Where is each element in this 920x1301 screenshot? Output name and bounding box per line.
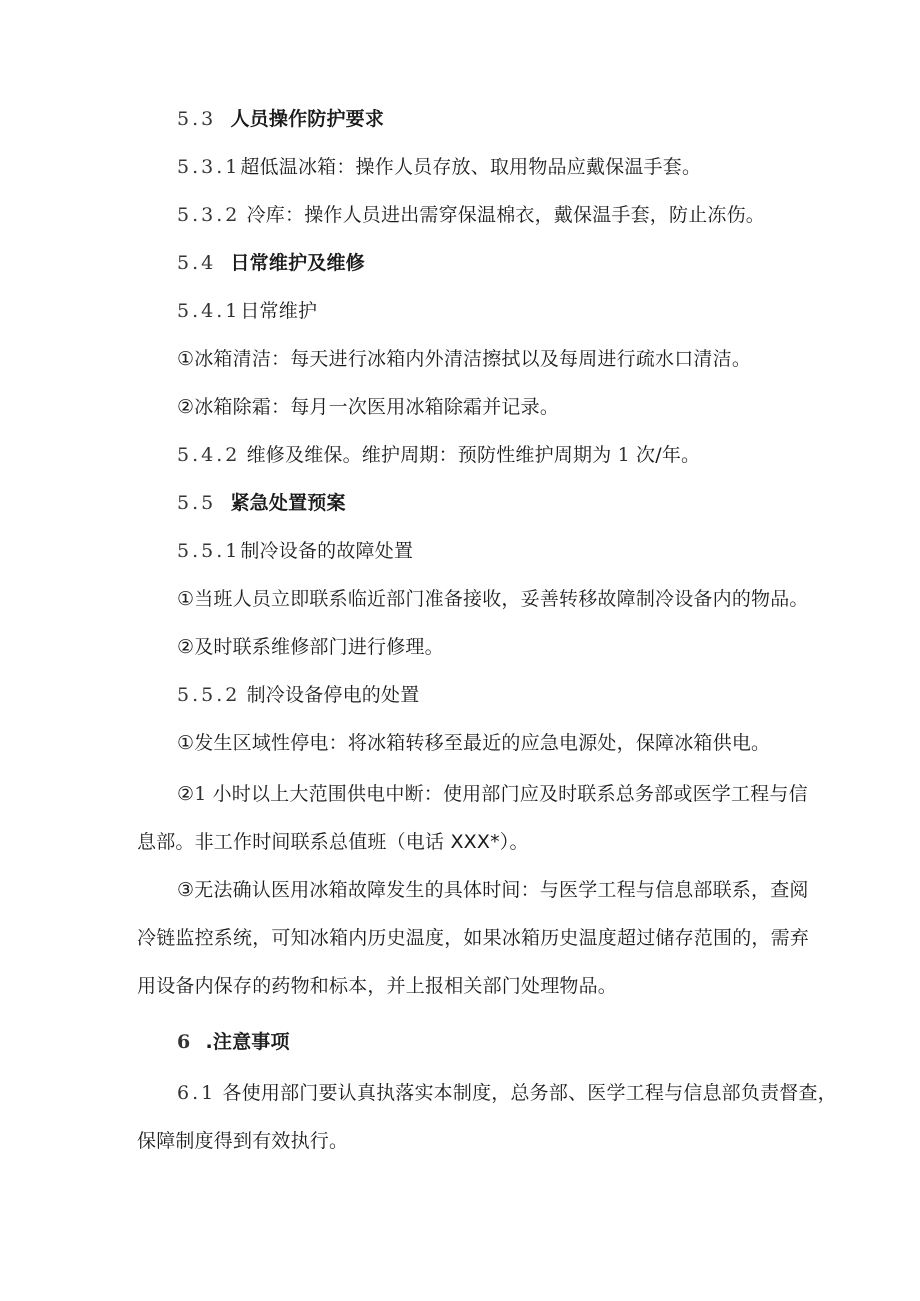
maintenance-unit: 次/年。 [636,444,701,466]
paragraph-text: 制冷设备停电的处置 [246,684,420,706]
list-item-fault-time-line2: 冷链监控系统，可知冰箱内历史温度，如果冰箱历史温度超过储存范围的，需弃 [137,927,810,949]
paragraph-6-1-line1 [177,1081,837,1105]
paragraph-text: 小时以上大范围供电中断：使用部门应及时联系总务部或医学工程与信 [212,783,808,805]
list-item-fault-transfer: ①当班人员立即联系临近部门准备接收，妥善转移故障制冷设备内的物品。 [177,588,809,610]
section-title: 日常维护及维修 [230,252,365,274]
section-title: 紧急处置预案 [230,492,346,514]
section-number: 5.3 [177,108,217,130]
paragraph-text: 各使用部门要认真执落实本制度，总务部、医学工程与信息部负责督查， [222,1082,837,1104]
list-item-fault-time-line3: 用设备内保存的药物和标本，并上报相关部门处理物品。 [137,975,618,997]
paragraph-6-1-line2: 保障制度得到有效执行。 [137,1130,349,1152]
paragraph-text: 超低温冰箱：操作人员存放、取用物品应戴保温手套。 [240,156,702,178]
list-item-fridge-cleaning: ①冰箱清洁：每天进行冰箱内外清洁擦拭以及每周进行疏水口清洁。 [177,348,752,370]
paragraph-text: 冷库：操作人员进出需穿保温棉衣，戴保温手套，防止冻伤。 [246,204,766,226]
section-number: 6.1 [177,1082,217,1104]
list-item-fault-time-line1: ③无法确认医用冰箱故障发生的具体时间：与医学工程与信息部联系，查阅 [177,879,809,901]
section-title: .注意事项 [205,1031,290,1053]
outage-hours: 1 [194,783,207,805]
section-number: 5.4.2 [177,444,241,466]
section-number: 5.3.1 [177,156,241,178]
list-item-fridge-defrost: ②冰箱除霜：每月一次医用冰箱除霜并记录。 [177,396,560,418]
paragraph-text: 制冷设备的故障处置 [240,540,414,562]
section-title: 人员操作防护要求 [230,108,385,130]
paragraph-5-3-1 [177,155,701,179]
section-number: 5.5.2 [177,684,241,706]
paragraph-text: 日常维护 [240,300,318,322]
heading-5-3 [177,107,384,131]
paragraph-5-3-2 [177,203,765,227]
section-number: 6 [177,1031,194,1053]
list-marker: ② [177,783,195,805]
list-item-fault-repair: ②及时联系维修部门进行修理。 [177,636,444,658]
heading-5-4 [177,251,365,275]
section-number: 5.5.1 [177,540,241,562]
maintenance-count: 1 [617,444,630,466]
list-item-power-outage-line1 [177,782,808,806]
list-item-power-regional: ①发生区域性停电：将冰箱转移至最近的应急电源处，保障冰箱供电。 [177,732,771,754]
section-number: 5.4.1 [177,300,241,322]
section-number: 5.5 [177,492,217,514]
paragraph-5-5-2 [177,683,419,707]
paragraph-5-4-1 [177,299,317,323]
paragraph-5-5-1 [177,539,413,563]
paragraph-text: 维修及维保。维护周期：预防性维护周期为 [246,444,612,466]
heading-6 [177,1030,290,1054]
heading-5-5 [177,491,346,515]
list-item-power-outage-line2: 息部。非工作时间联系总值班（电话 XXX*）。 [137,831,529,853]
section-number: 5.4 [177,252,217,274]
section-number: 5.3.2 [177,204,241,226]
paragraph-5-4-2 [177,443,700,467]
